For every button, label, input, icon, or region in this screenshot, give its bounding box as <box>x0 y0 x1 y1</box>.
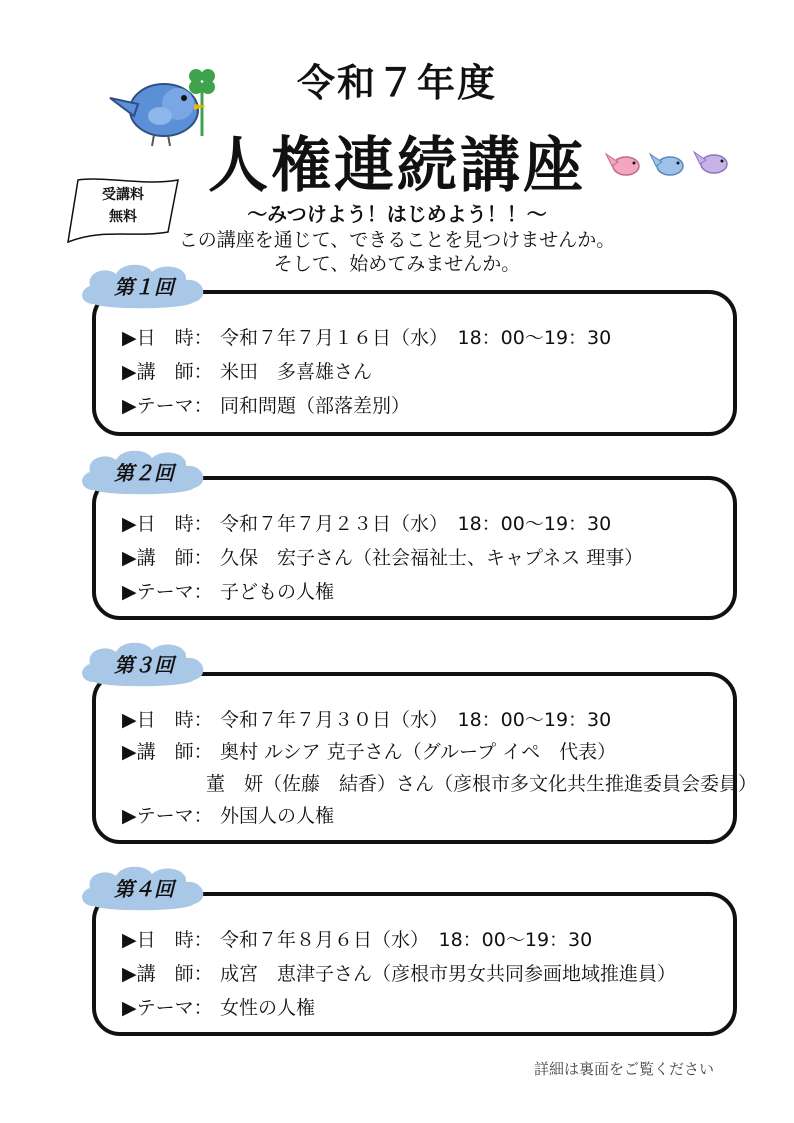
theme-label: ▶テーマ： <box>122 805 213 827</box>
session-4-badge-label: 第４回 <box>114 877 174 901</box>
session-3-theme-row <box>122 804 334 828</box>
session-2-theme: 子どもの人権 <box>220 581 335 603</box>
session-3-lecturer-2-row <box>206 772 757 796</box>
session-2-badge <box>76 446 212 498</box>
session-2-lecturer-row <box>122 546 643 570</box>
session-2-date: 令和７年７月２３日（水） 18：00～19：30 <box>220 513 612 535</box>
session-3-badge-label: 第３回 <box>114 653 174 677</box>
lecturer-label: ▶講 師： <box>122 741 213 763</box>
session-4-date: 令和７年８月６日（水） 18：00～19：30 <box>220 929 593 951</box>
session-1-lecturer: 米田 多喜雄さん <box>220 361 373 383</box>
date-label: ▶日 時： <box>122 327 213 349</box>
theme-label: ▶テーマ： <box>122 997 213 1019</box>
session-3-date: 令和７年７月３０日（水） 18：00～19：30 <box>220 709 612 731</box>
session-3-date-row <box>122 708 611 732</box>
session-2-date-row <box>122 512 611 536</box>
theme-label: ▶テーマ： <box>122 395 213 417</box>
session-4-theme: 女性の人権 <box>220 997 316 1019</box>
fee-note <box>64 176 182 246</box>
session-3-lecturer-row <box>122 740 616 764</box>
session-1-date: 令和７年７月１６日（水） 18：00～19：30 <box>220 327 612 349</box>
session-4-lecturer: 成宮 恵津子さん（彦根市男女共同参画地域推進員） <box>220 963 677 985</box>
date-label: ▶日 時： <box>122 929 213 951</box>
footer-note: 詳細は裏面をご覧ください <box>533 1060 714 1078</box>
session-3-lecturer-2: 董 妍（佐藤 結香）さん（彦根市多文化共生推進委員会委員） <box>206 773 758 795</box>
session-2-theme-row <box>122 580 334 604</box>
session-3-theme: 外国人の人権 <box>220 805 335 827</box>
session-3-lecturer: 奥村 ルシア 克子さん（グループ イペ 代表） <box>220 741 617 763</box>
session-4-badge <box>76 862 212 914</box>
session-1-badge-label: 第１回 <box>114 275 174 299</box>
main-title: 人権連続講座 <box>208 131 586 201</box>
session-4-theme-row <box>122 996 315 1020</box>
year-title: 令和７年度 <box>296 61 497 105</box>
session-1-badge <box>76 260 212 312</box>
fee-value: 無料 <box>109 209 137 225</box>
session-1-lecturer-row <box>122 360 372 384</box>
session-1-theme: 同和問題（部落差別） <box>220 395 411 417</box>
session-3-box <box>92 672 758 844</box>
session-2-badge-label: 第２回 <box>114 461 174 485</box>
lecturer-label: ▶講 師： <box>122 963 213 985</box>
session-3-badge <box>76 638 212 690</box>
fee-label: 受講料 <box>102 187 144 203</box>
date-label: ▶日 時： <box>122 709 213 731</box>
session-4-date-row <box>122 928 592 952</box>
theme-label: ▶テーマ： <box>122 581 213 603</box>
lecturer-label: ▶講 師： <box>122 361 213 383</box>
session-1-date-row <box>122 326 611 350</box>
session-4-lecturer-row <box>122 962 676 986</box>
session-2-lecturer: 久保 宏子さん（社会福祉士、キャプネス 理事） <box>220 547 644 569</box>
session-1-theme-row <box>122 394 410 418</box>
lecturer-label: ▶講 師： <box>122 547 213 569</box>
date-label: ▶日 時： <box>122 513 213 535</box>
intro-line-2: そして、始めてみませんか。 <box>273 253 521 275</box>
intro-line-1: この講座を通じて、できることを見つけませんか。 <box>178 229 616 251</box>
subtitle: ～みつけよう！はじめよう！！～ <box>247 202 547 226</box>
